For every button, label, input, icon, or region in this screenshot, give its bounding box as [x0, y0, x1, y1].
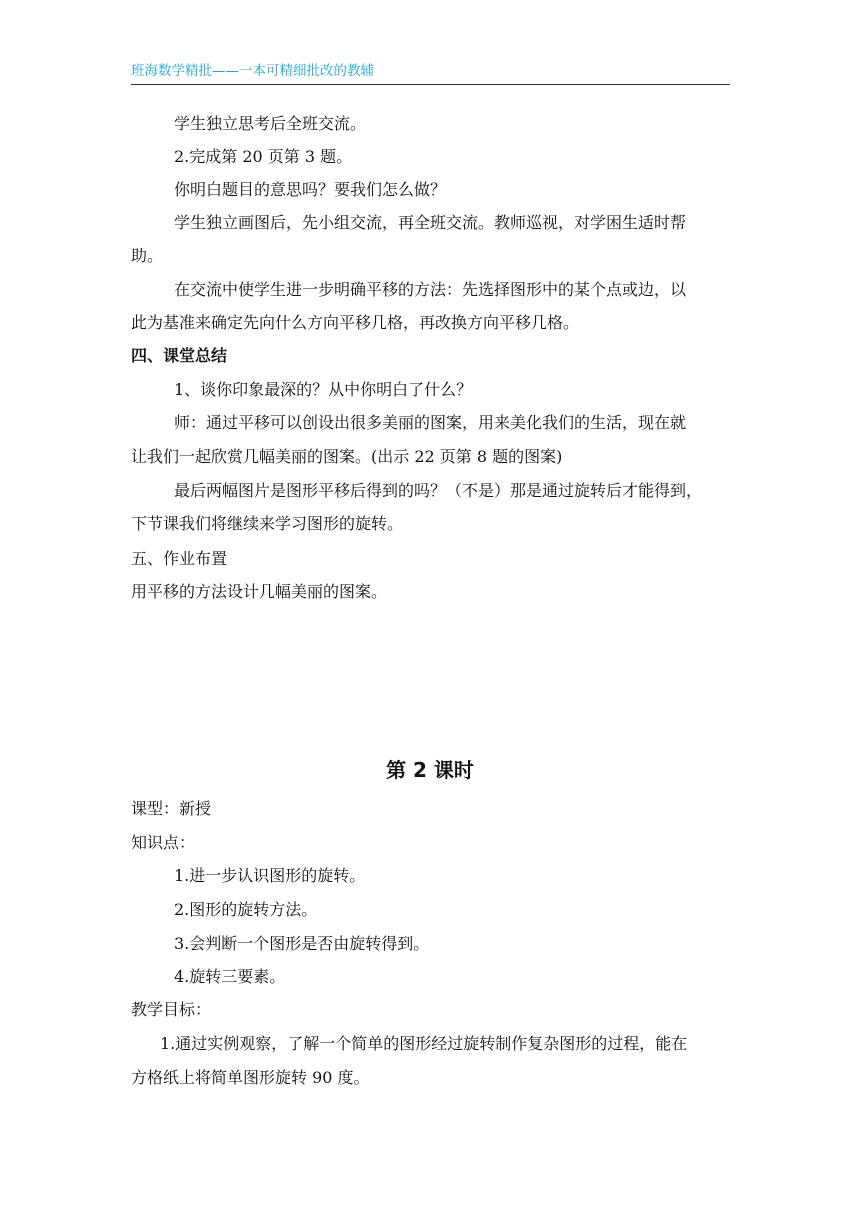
- paragraph-method-line2: 此为基准来确定先向什么方向平移几格，再改换方向平移几格。: [131, 313, 580, 332]
- summary-heading: 四、课堂总结: [131, 346, 228, 365]
- homework-text: 用平移的方法设计几幅美丽的图案。: [131, 582, 388, 601]
- knowledge-item-4: 4.旋转三要素。: [174, 967, 286, 986]
- page-header: [131, 62, 730, 85]
- paragraph-drawing-line2: 助。: [131, 246, 164, 265]
- lesson-type: 课型：新授: [131, 799, 212, 818]
- paragraph-drawing-line1: 学生独立画图后，先小组交流，再全班交流。教师巡视，对学困生适时帮: [174, 213, 687, 232]
- header-title: 班海数学精批——一本可精细批改的教辅: [131, 63, 374, 79]
- summary-rotation-line2: 下节课我们将继续来学习图形的旋转。: [131, 514, 404, 533]
- goals-label: 教学目标：: [131, 1000, 212, 1019]
- knowledge-label: 知识点：: [131, 833, 196, 852]
- lesson-title: 第 2 课时: [386, 758, 474, 782]
- knowledge-item-1: 1.进一步认识图形的旋转。: [174, 866, 366, 885]
- homework-heading: 五、作业布置: [131, 549, 228, 568]
- paragraph-question: 你明白题目的意思吗？要我们怎么做？: [174, 180, 447, 199]
- summary-teacher-line1: 师：通过平移可以创设出很多美丽的图案，用来美化我们的生活，现在就: [174, 413, 687, 432]
- goal-1-line2: 方格纸上将简单图形旋转 90 度。: [131, 1068, 370, 1087]
- knowledge-item-2: 2.图形的旋转方法。: [174, 900, 318, 919]
- summary-teacher-line2: 让我们一起欣赏几幅美丽的图案。(出示 22 页第 8 题的图案): [131, 447, 563, 466]
- knowledge-item-3: 3.会判断一个图形是否由旋转得到。: [174, 934, 430, 953]
- goal-1-line1: 1.通过实例观察，了解一个简单的图形经过旋转制作复杂图形的过程，能在: [160, 1034, 688, 1053]
- paragraph-discussion: 学生独立思考后全班交流。: [174, 114, 367, 133]
- paragraph-method-line1: 在交流中使学生进一步明确平移的方法：先选择图形中的某个点或边，以: [174, 280, 687, 299]
- summary-rotation-line1: 最后两幅图片是图形平移后得到的吗？（不是）那是通过旋转后才能得到，: [174, 481, 703, 500]
- summary-question: 1、谈你印象最深的？从中你明白了什么？: [174, 380, 473, 399]
- paragraph-exercise: 2.完成第 20 页第 3 题。: [174, 147, 353, 166]
